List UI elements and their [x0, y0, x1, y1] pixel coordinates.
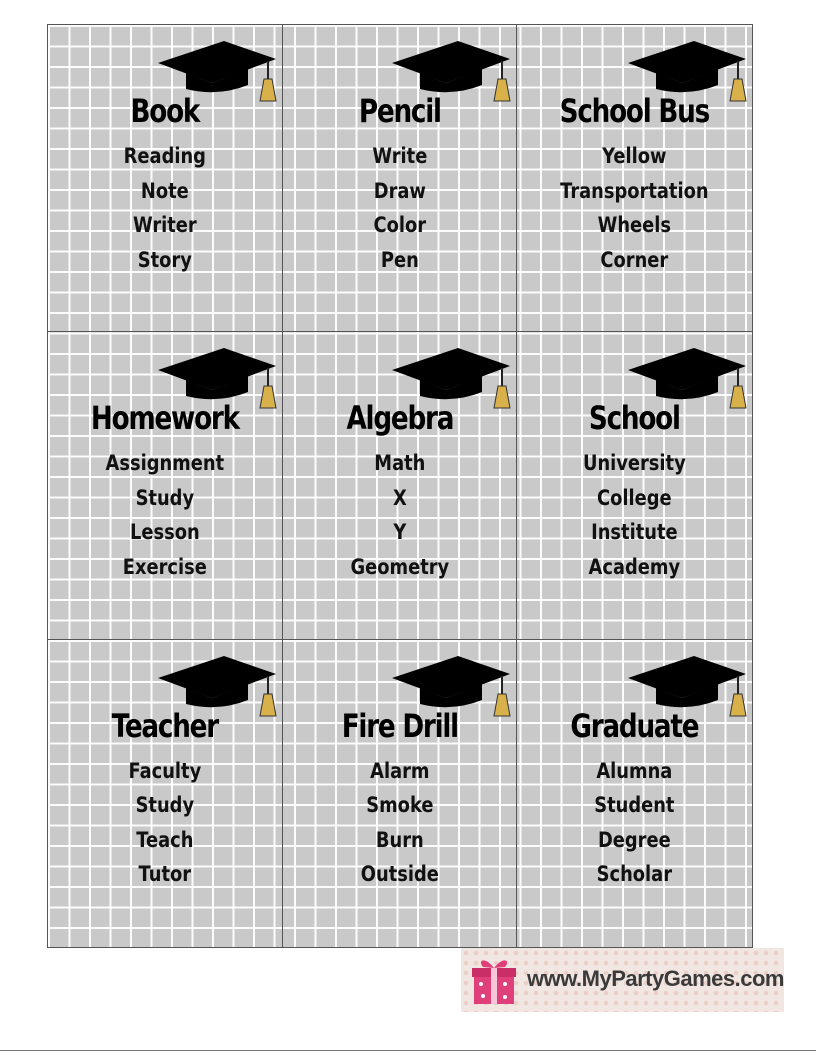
taboo-word: Alarm: [369, 758, 430, 783]
taboo-word: X: [392, 485, 407, 510]
taboo-word-list: [283, 446, 517, 584]
taboo-word: Teach: [136, 827, 194, 852]
taboo-word-list: [48, 446, 282, 584]
card-homework: [48, 332, 283, 639]
card-title: Homework: [90, 399, 239, 438]
taboo-word: Reading: [123, 144, 206, 168]
taboo-word: Tutor: [138, 862, 192, 887]
card-school-bus: [517, 25, 752, 332]
taboo-word: Wheels: [597, 213, 672, 237]
gift-icon: [471, 954, 517, 1006]
taboo-word: Exercise: [122, 554, 207, 579]
website-banner[interactable]: [461, 948, 784, 1012]
card-title: Teacher: [111, 706, 218, 745]
card-algebra: [283, 332, 518, 639]
card-book: [48, 25, 283, 332]
taboo-word: Note: [140, 178, 189, 203]
taboo-word-list: [517, 446, 752, 584]
taboo-word-list: [517, 754, 752, 892]
website-link[interactable]: www.MyPartyGames.com: [527, 966, 784, 991]
taboo-word-list: [283, 139, 517, 277]
page-divider: [0, 1050, 816, 1051]
taboo-word-list: [48, 139, 282, 277]
card-graduate: [517, 640, 752, 947]
taboo-word: Corner: [600, 247, 669, 272]
card-title: Algebra: [346, 399, 453, 438]
taboo-word: Academy: [588, 554, 681, 579]
taboo-word-list: [48, 754, 282, 892]
taboo-word: Draw: [373, 178, 426, 203]
taboo-card-sheet: [47, 24, 753, 948]
taboo-word: Assignment: [105, 451, 225, 476]
taboo-word: Faculty: [128, 758, 202, 783]
taboo-word: Institute: [591, 520, 678, 545]
taboo-word: Study: [135, 793, 195, 818]
taboo-word: College: [597, 485, 672, 510]
taboo-word: Scholar: [596, 862, 673, 887]
taboo-word: Geometry: [350, 554, 449, 579]
card-title: Pencil: [358, 92, 441, 130]
taboo-word: Pen: [380, 247, 419, 272]
taboo-word: Study: [135, 485, 195, 510]
taboo-word: Alumna: [596, 758, 673, 783]
taboo-word: Story: [137, 247, 192, 272]
taboo-word: Color: [373, 213, 426, 237]
taboo-word: Lesson: [129, 520, 200, 545]
taboo-word: Writer: [132, 213, 197, 237]
card-school: [517, 332, 752, 639]
taboo-word: Degree: [598, 827, 672, 852]
card-title: School: [589, 399, 681, 438]
taboo-word: Burn: [375, 827, 424, 852]
taboo-word: Yellow: [602, 144, 667, 168]
card-teacher: [48, 640, 283, 947]
card-title: Book: [130, 92, 200, 130]
card-pencil: [283, 25, 518, 332]
taboo-word: Smoke: [365, 793, 434, 818]
card-title: Fire Drill: [341, 706, 458, 745]
taboo-word: Student: [594, 793, 675, 818]
taboo-word: Y: [393, 520, 406, 545]
taboo-word: University: [583, 451, 687, 476]
taboo-word: Math: [373, 451, 426, 476]
taboo-word-list: [283, 754, 517, 892]
card-fire-drill: [283, 640, 518, 947]
taboo-word: Outside: [360, 862, 439, 887]
taboo-word: Write: [372, 144, 427, 168]
card-title: Graduate: [570, 706, 699, 745]
taboo-word-list: [517, 139, 752, 277]
card-title: School Bus: [559, 92, 710, 130]
taboo-word: Transportation: [560, 178, 709, 203]
